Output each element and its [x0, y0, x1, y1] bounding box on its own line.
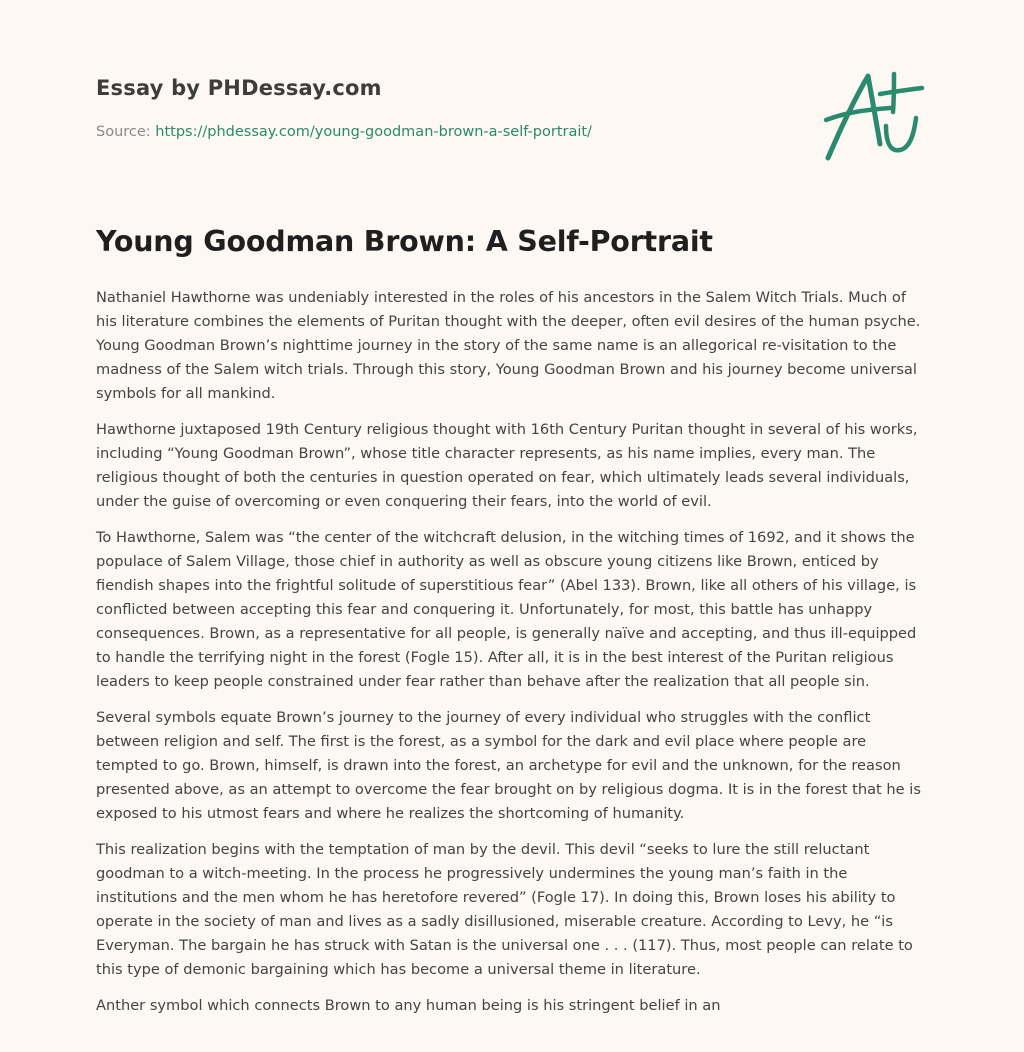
essay-paragraph: Hawthorne juxtaposed 19th Century religious thought with 16th Century Puritan thought in several of his works, including “Young Goodman Brown”, whose title character represents, as his name implies, every man. The religious thought of both the centuries in question operated on fear, which ultimately leads several individuals, under the guise of overcoming or even conquering their fears, into the world of evil. [96, 421, 918, 510]
essay-paragraph: Nathaniel Hawthorne was undeniably interested in the roles of his ancestors in the Salem Witch Trials. Much of his literature combines the elements of Puritan thought with the deeper, often evil desires of the human psyche. Young Goodman Brown’s nighttime journey in the story of the same name is an allegorical re-visitation to the madness of the Salem witch trials. Through this story, Young Goodman Brown and his journey become universal symbols for all mankind. [96, 289, 921, 402]
source-link[interactable]: https://phdessay.com/young-goodman-brown-a-self-portrait/ [155, 124, 592, 140]
essay-body [96, 286, 928, 1030]
source-label: Source: [96, 124, 156, 140]
a-plus-logo [820, 68, 930, 164]
essay-title: Young Goodman Brown: A Self-Portrait [96, 225, 713, 258]
source-line [96, 124, 592, 140]
essay-paragraph: This realization begins with the temptation of man by the devil. This devil “seeks to lure the still reluctant goodman to a witch-meeting. In the process he progressively undermines the young man’s faith in the institutions and the men whom he has heretofore revered” (Fogle 17). In doing this, Brown loses his ability to operate in the society of man and lives as a sadly disillusioned, miserable creature. According to Levy, he “is Everyman. The bargain he has struck with Satan is the universal one . . . (117). Thus, most people can relate to this type of demonic bargaining which has become a universal theme in literature. [96, 841, 913, 978]
essay-paragraph: To Hawthorne, Salem was “the center of the witchcraft delusion, in the witching times of 1692, and it shows the populace of Salem Village, those chief in authority as well as obscure young citizens like Brown, enticed by fiendish shapes into the frightful solitude of superstitious fear” (Abel 133). Brown, like all others of his village, is conflicted between accepting this fear and conquering it. Unfortunately, for most, this battle has unhappy consequences. Brown, as a representative for all people, is generally naïve and accepting, and thus ill-equipped to handle the terrifying night in the forest (Fogle 15). After all, it is in the best interest of the Puritan religious leaders to keep people constrained under fear rather than behave after the realization that all people sin. [96, 529, 917, 690]
essay-paragraph: Several symbols equate Brown’s journey to the journey of every individual who struggles with the conflict between religion and self. The first is the forest, as a symbol for the dark and evil place where people are tempted to go. Brown, himself, is drawn into the forest, an archetype for evil and the unknown, for the reason presented above, as an attempt to overcome the fear brought on by religious dogma. It is in the forest that he is exposed to his utmost fears and where he realizes the shortcoming of humanity. [96, 709, 921, 822]
site-brand: Essay by PHDessay.com [96, 76, 382, 100]
essay-paragraph: Anther symbol which connects Brown to any human being is his stringent belief in an [96, 997, 721, 1014]
